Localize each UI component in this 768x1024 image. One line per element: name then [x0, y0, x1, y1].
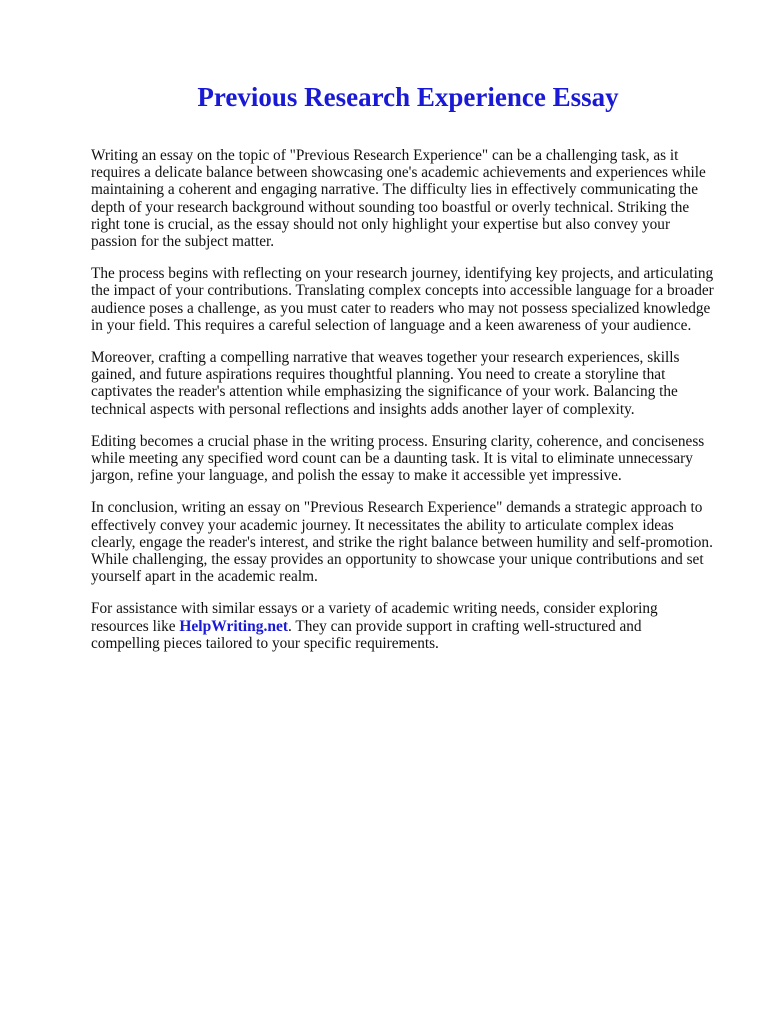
closing-paragraph — [91, 600, 731, 652]
text-line: compelling pieces tailored to your specific requirements. — [91, 634, 439, 652]
text-line: The process begins with reflecting on your research journey, identifying key projects, and articulating — [91, 265, 714, 283]
text-line: passion for the subject matter. — [91, 233, 275, 251]
paragraph-5 — [91, 499, 731, 585]
text-segment: resources like — [91, 617, 180, 635]
text-line: In conclusion, writing an essay on "Previous Research Experience" demands a strategic approach to — [91, 499, 703, 517]
paragraph-3 — [91, 349, 731, 418]
text-line: the impact of your contributions. Translating complex concepts into accessible language for a broader — [91, 282, 714, 300]
text-line: clearly, engage the reader's interest, and strike the right balance between humility and self-promotion. — [91, 533, 713, 551]
text-line: While challenging, the essay provides an opportunity to showcase your unique contributions and set — [91, 551, 704, 569]
text-line: technical aspects with personal reflections and insights adds another layer of complexity. — [91, 400, 635, 418]
text-line: jargon, refine your language, and polish the essay to make it accessible yet impressive. — [91, 467, 622, 485]
text-line: captivates the reader's attention while emphasizing the significance of your work. Balancing the — [91, 383, 678, 401]
text-line: For assistance with similar essays or a variety of academic writing needs, consider exploring — [91, 600, 658, 618]
text-line: effectively convey your academic journey. It necessitates the ability to articulate complex ideas — [91, 516, 674, 534]
page-title: Previous Research Experience Essay — [197, 82, 619, 112]
text-line: depth of your research background without sounding too boastful or overly technical. Striking the — [91, 198, 690, 216]
text-line: requires a delicate balance between showcasing one's academic achievements and experiences while — [91, 164, 706, 182]
text-line: yourself apart in the academic realm. — [91, 568, 318, 586]
paragraph-1 — [91, 147, 731, 250]
text-line: audience poses a challenge, as you must cater to readers who may not possess specialized knowledge — [91, 299, 711, 317]
text-line: in your field. This requires a careful selection of language and a keen awareness of your audience. — [91, 316, 692, 334]
text-line: while meeting any specified word count can be a daunting task. It is vital to eliminate unnecessary — [91, 450, 693, 468]
text-line: right tone is crucial, as the essay should not only highlight your expertise but also convey your — [91, 215, 671, 233]
text-line: maintaining a coherent and engaging narrative. The difficulty lies in effectively communicating the — [91, 181, 698, 199]
text-segment: . They can provide support in crafting well-structured and — [288, 617, 642, 635]
paragraph-2 — [91, 265, 731, 334]
text-line: Writing an essay on the topic of "Previous Research Experience" can be a challenging task, as it — [91, 147, 679, 164]
helpwriting-link[interactable]: HelpWriting.net — [179, 617, 289, 635]
text-line: Moreover, crafting a compelling narrative that weaves together your research experiences, skills — [91, 349, 680, 367]
text-line-with-link — [91, 618, 731, 635]
text-line: Editing becomes a crucial phase in the writing process. Ensuring clarity, coherence, and conciseness — [91, 432, 705, 450]
text-line: gained, and future aspirations requires thoughtful planning. You need to create a storyline that — [91, 366, 666, 384]
essay-body — [91, 147, 731, 667]
paragraph-4 — [91, 433, 731, 485]
